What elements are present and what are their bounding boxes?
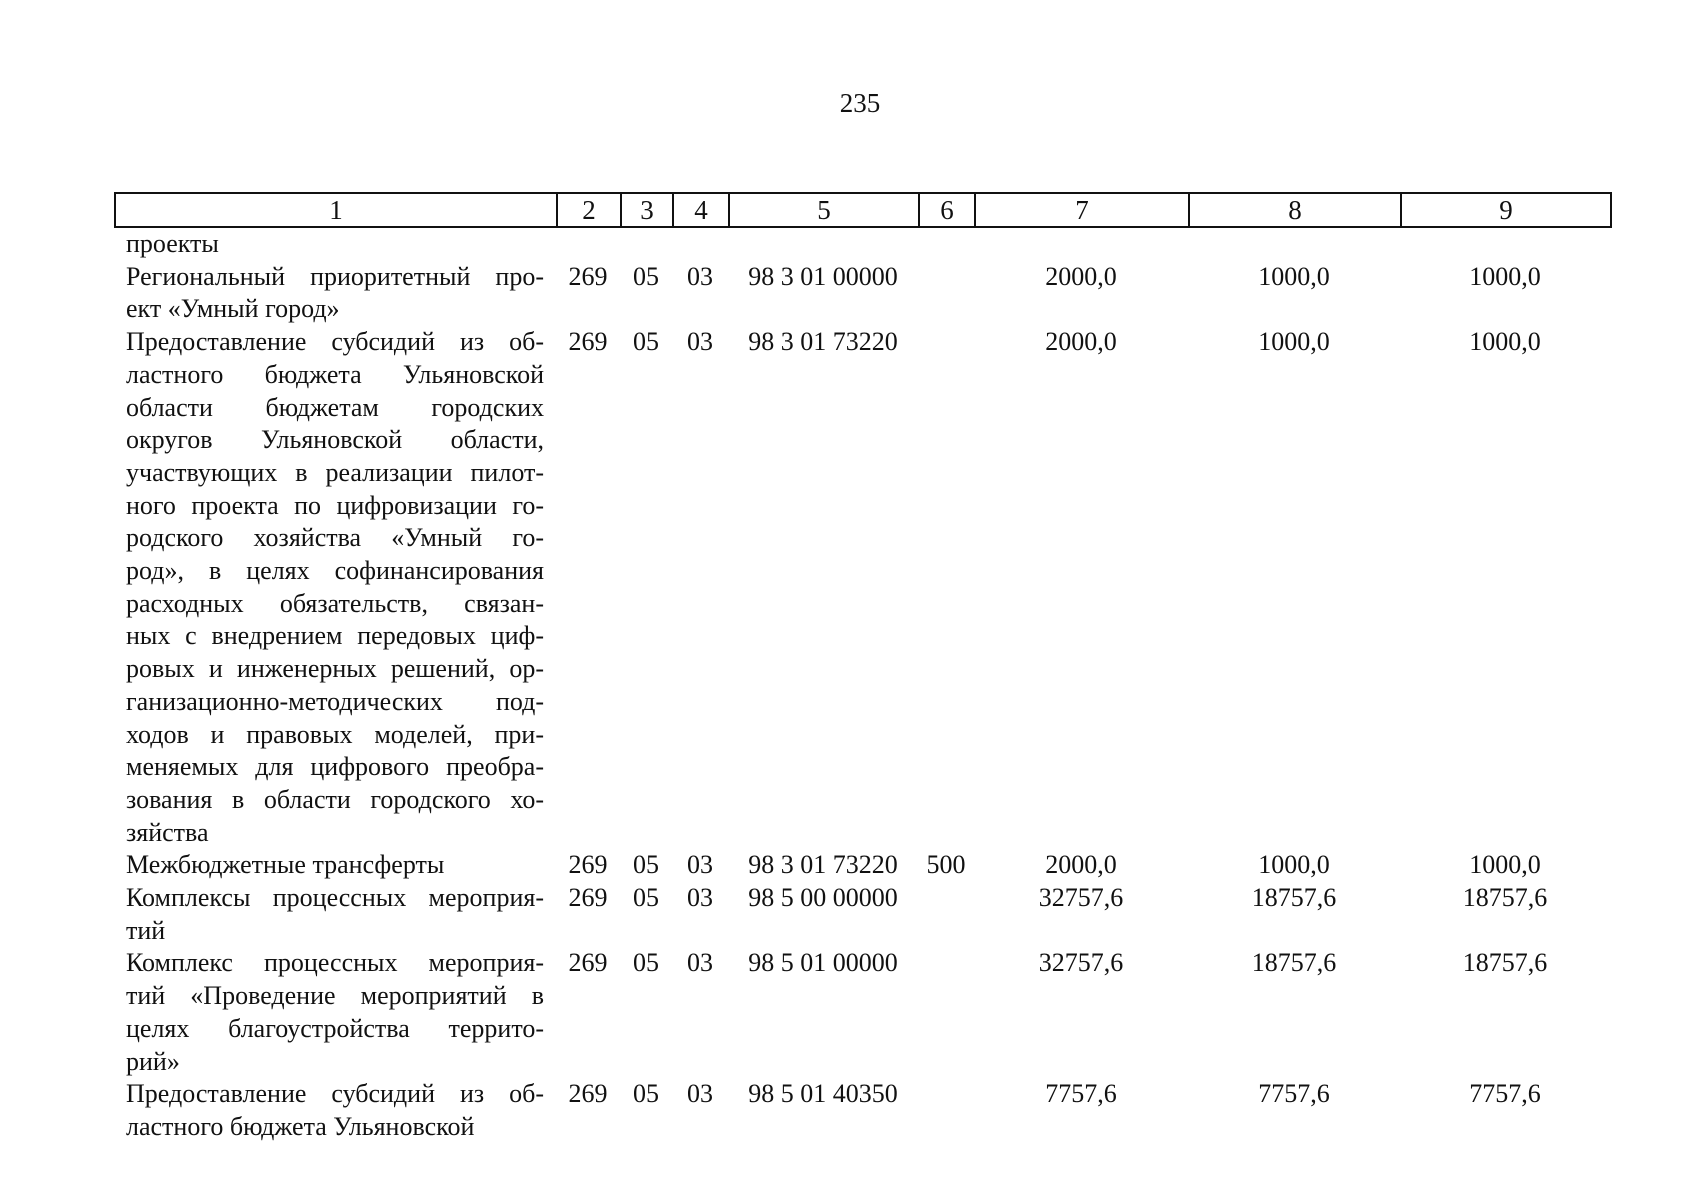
cell-col-4: 03 [687, 1079, 713, 1109]
row-name-line: ластного бюджета Ульяновской [126, 1111, 475, 1141]
column-header-5: 5 [729, 193, 919, 227]
column-header-6: 6 [919, 193, 975, 227]
column-header-9: 9 [1401, 193, 1611, 227]
cell-col-5: 98 5 01 00000 [748, 948, 898, 978]
table-row [0, 882, 1696, 947]
row-name-line: Предоставление субсидий из об- [126, 327, 544, 357]
column-header-8: 8 [1189, 193, 1401, 227]
row-name-line: тий [126, 915, 166, 945]
cell-col-8: 1000,0 [1258, 850, 1330, 880]
row-name-line: род», в целях софинансирования [126, 556, 544, 586]
cell-col-3: 05 [633, 327, 659, 357]
row-name [126, 228, 544, 261]
row-name-line: округов Ульяновской области, [126, 425, 544, 455]
cell-col-2: 269 [568, 1079, 608, 1109]
table-row [0, 947, 1696, 1078]
row-name-line: участвующих в реализации пилот- [126, 457, 544, 487]
cell-col-7: 2000,0 [1045, 850, 1117, 880]
table-row [0, 261, 1696, 326]
cell-col-7: 32757,6 [1038, 883, 1124, 913]
cell-col-3: 05 [633, 1079, 659, 1109]
cell-col-3: 05 [633, 948, 659, 978]
cell-col-8: 18757,6 [1251, 883, 1337, 913]
row-name [126, 947, 544, 1078]
row-name [126, 1078, 544, 1143]
column-header-row [114, 192, 1612, 228]
cell-col-2: 269 [568, 327, 608, 357]
row-name-line: ганизационно-методических под- [126, 686, 544, 716]
cell-col-5: 98 3 01 73220 [748, 327, 898, 357]
cell-col-7: 2000,0 [1045, 261, 1117, 291]
page-number: 235 [839, 88, 881, 118]
table-row [0, 326, 1696, 849]
cell-col-4: 03 [687, 948, 713, 978]
cell-col-4: 03 [687, 261, 713, 291]
row-name-line: ластного бюджета Ульяновской [126, 359, 544, 389]
row-name-line: родского хозяйства «Умный го- [126, 523, 544, 553]
row-name-line: зяйства [126, 817, 209, 847]
column-header-1: 1 [115, 193, 557, 227]
row-name-line: ных с внедрением передовых циф- [126, 621, 544, 651]
row-name-line: рий» [126, 1046, 180, 1076]
cell-col-5: 98 5 00 00000 [748, 883, 898, 913]
table-row [0, 1078, 1696, 1143]
cell-col-8: 1000,0 [1258, 261, 1330, 291]
cell-col-4: 03 [687, 850, 713, 880]
column-header-2: 2 [557, 193, 621, 227]
row-name [126, 326, 544, 849]
row-name-line: ного проекта по цифровизации го- [126, 490, 544, 520]
cell-col-2: 269 [568, 850, 608, 880]
cell-col-8: 7757,6 [1258, 1079, 1330, 1109]
cell-col-4: 03 [687, 883, 713, 913]
cell-col-9: 18757,6 [1462, 883, 1548, 913]
row-name [126, 882, 544, 947]
cell-col-3: 05 [633, 261, 659, 291]
table-row [0, 228, 1696, 261]
cell-col-3: 05 [633, 850, 659, 880]
row-name-line: Предоставление субсидий из об- [126, 1079, 544, 1109]
cell-col-9: 1000,0 [1469, 850, 1541, 880]
row-name-line: области бюджетам городских [126, 392, 544, 422]
cell-col-4: 03 [687, 327, 713, 357]
cell-col-5: 98 3 01 00000 [748, 261, 898, 291]
cell-col-2: 269 [568, 948, 608, 978]
cell-col-5: 98 5 01 40350 [748, 1079, 898, 1109]
cell-col-7: 7757,6 [1045, 1079, 1117, 1109]
cell-col-7: 32757,6 [1038, 948, 1124, 978]
row-name-line: проекты [126, 229, 219, 258]
row-name-line: Комплексы процессных мероприя- [126, 883, 544, 913]
table-row [0, 849, 1696, 882]
cell-col-7: 2000,0 [1045, 327, 1117, 357]
cell-col-2: 269 [568, 883, 608, 913]
row-name-line: Комплекс процессных мероприя- [126, 948, 544, 978]
row-name-line: целях благоустройства террито- [126, 1013, 544, 1043]
column-header-4: 4 [673, 193, 729, 227]
row-name [126, 261, 544, 326]
row-name [126, 849, 544, 882]
cell-col-8: 1000,0 [1258, 327, 1330, 357]
table-body [0, 228, 1696, 1144]
column-header-3: 3 [621, 193, 673, 227]
row-name-line: Региональный приоритетный про- [126, 261, 544, 291]
row-name-line: ходов и правовых моделей, при- [126, 719, 544, 749]
cell-col-8: 18757,6 [1251, 948, 1337, 978]
row-name-line: расходных обязательств, связан- [126, 588, 544, 618]
cell-col-5: 98 3 01 73220 [748, 850, 898, 880]
cell-col-3: 05 [633, 883, 659, 913]
row-name-line: Межбюджетные трансферты [126, 850, 445, 880]
row-name-line: зования в области городского хо- [126, 784, 544, 814]
column-header-7: 7 [975, 193, 1189, 227]
cell-col-9: 7757,6 [1469, 1079, 1541, 1109]
cell-col-9: 1000,0 [1469, 327, 1541, 357]
row-name-line: ровых и инженерных решений, ор- [126, 654, 544, 684]
row-name-line: тий «Проведение мероприятий в [126, 981, 544, 1011]
row-name-line: ект «Умный город» [126, 294, 340, 324]
cell-col-6: 500 [926, 850, 966, 880]
cell-col-2: 269 [568, 261, 608, 291]
row-name-line: меняемых для цифрового преобра- [126, 752, 544, 782]
cell-col-9: 1000,0 [1469, 261, 1541, 291]
cell-col-9: 18757,6 [1462, 948, 1548, 978]
